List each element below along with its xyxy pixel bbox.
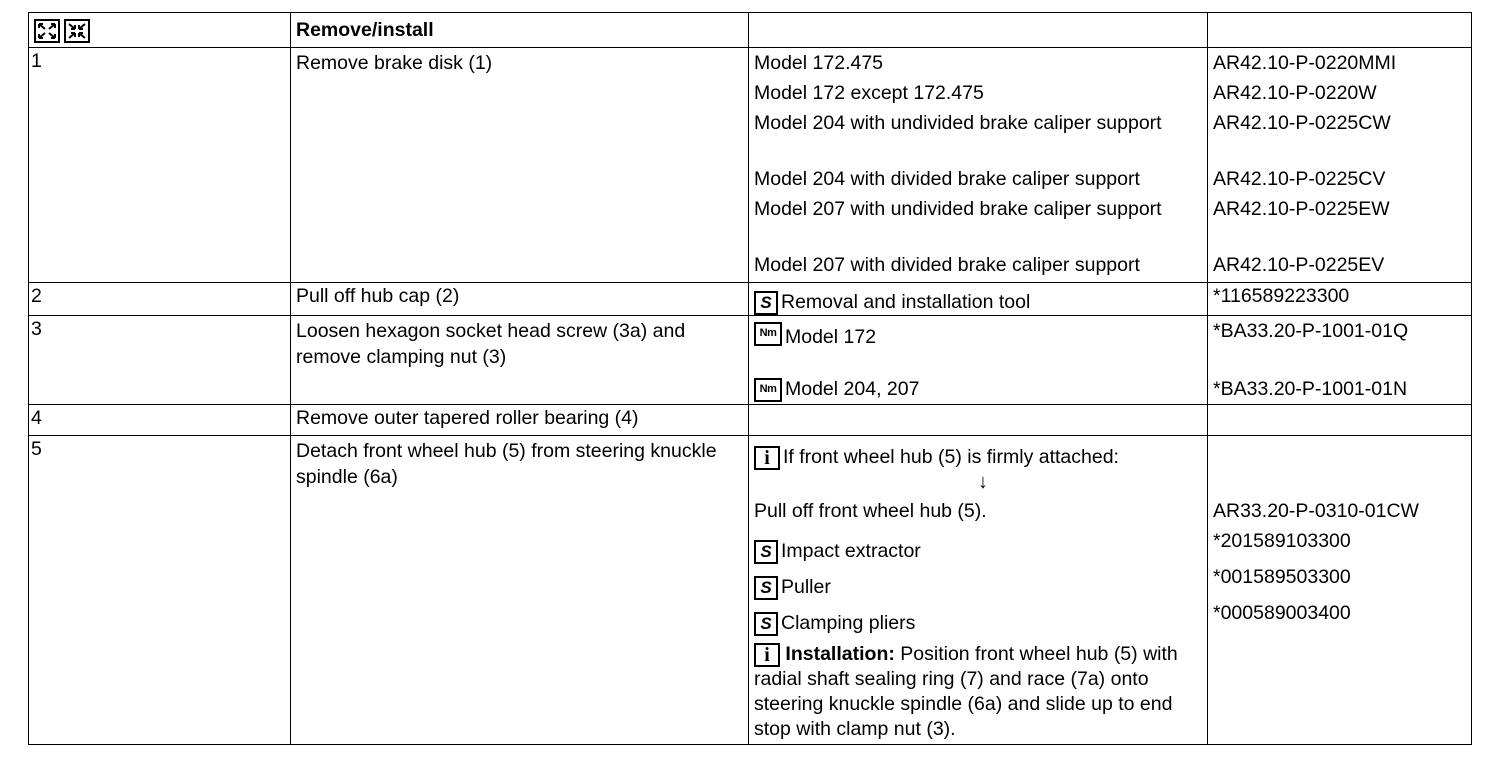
doc-link[interactable]: AR42.10-P-0225CV: [1213, 168, 1386, 190]
doc-link[interactable]: *BA33.20-P-1001-01Q: [1213, 320, 1409, 342]
step-description: Remove outer tapered roller bearing (4): [291, 405, 749, 436]
torque-cell: [749, 316, 1208, 405]
doc-link[interactable]: AR33.20-P-0310-01CW: [1213, 500, 1419, 522]
info-condition: If front wheel hub (5) is firmly attached:: [783, 446, 1119, 468]
empty-cell: [1208, 405, 1472, 436]
step-number: 3: [29, 316, 291, 405]
step-description: Pull off hub cap (2): [291, 283, 749, 316]
step-number: 4: [29, 405, 291, 436]
step-description: Loosen hexagon socket head screw (3a) and remove clamping nut (3): [291, 316, 749, 405]
doc-link[interactable]: AR42.10-P-0220W: [1213, 82, 1377, 104]
model-ref: Model 172.475: [754, 52, 884, 74]
header-empty-cell-3: [749, 13, 1208, 48]
collapse-icon[interactable]: [64, 19, 90, 43]
torque-codes: [1208, 316, 1472, 405]
header-empty-cell-4: [1208, 13, 1472, 48]
special-tool-icon: S: [754, 540, 778, 564]
expand-icon[interactable]: [34, 19, 60, 43]
torque-label: Model 204, 207: [785, 378, 920, 400]
step-number: 2: [29, 283, 291, 316]
tool-label: Impact extractor: [781, 540, 921, 562]
detail-cell: [749, 436, 1208, 745]
tool-line: [754, 564, 1202, 600]
table-header-row: [29, 13, 1472, 48]
table-row-2: [29, 283, 1472, 316]
info-icon: i: [754, 643, 780, 667]
doc-link[interactable]: AR42.10-P-0220MMI: [1213, 52, 1397, 74]
installation-note: [754, 636, 1202, 744]
model-list: [749, 48, 1208, 283]
info-icon: i: [754, 446, 780, 470]
torque-icon: Nm: [754, 378, 782, 402]
installation-label: Installation:: [785, 643, 895, 665]
installation-text: Position front wheel hub (5) with radial shaft sealing ring (7) and race (7a) onto steering knuckle spindle (6a) and slide up to end stop with clamp nut (3).: [754, 643, 1178, 740]
tool-number[interactable]: *201589103300: [1213, 530, 1351, 552]
arrow-down-icon: ↓: [978, 471, 988, 493]
table-row-4: [29, 405, 1472, 436]
torque-label: Model 172: [785, 326, 877, 348]
tool-number[interactable]: *116589223300: [1208, 283, 1472, 316]
tool-line: [754, 600, 1202, 636]
empty-cell: [749, 405, 1208, 436]
doc-link[interactable]: AR42.10-P-0225EV: [1213, 254, 1385, 276]
procedure-table: [28, 12, 1472, 745]
step-number: 1: [29, 48, 291, 283]
tool-cell: [749, 283, 1208, 316]
tool-label: Removal and installation tool: [781, 291, 1031, 313]
table-row-3: [29, 316, 1472, 405]
doc-link[interactable]: AR42.10-P-0225EW: [1213, 198, 1390, 220]
model-ref: Model 172 except 172.475: [754, 82, 984, 104]
step-description: Detach front wheel hub (5) from steering knuckle spindle (6a): [291, 436, 749, 745]
doc-link[interactable]: AR42.10-P-0225CW: [1213, 112, 1391, 134]
pull-off-instruction: Pull off front wheel hub (5).: [754, 500, 987, 522]
doc-link[interactable]: *BA33.20-P-1001-01N: [1213, 378, 1408, 400]
special-tool-icon: S: [754, 612, 778, 636]
detail-codes: [1208, 436, 1472, 745]
step-number: 5: [29, 436, 291, 745]
tool-line: [754, 528, 1202, 564]
header-title: Remove/install: [291, 13, 749, 48]
tool-number[interactable]: *000589003400: [1213, 602, 1351, 624]
special-tool-icon: S: [754, 576, 778, 600]
table-row-5: [29, 436, 1472, 745]
table-row-1: [29, 48, 1472, 283]
tool-label: Puller: [781, 576, 831, 598]
tool-number[interactable]: *001589503300: [1213, 566, 1351, 588]
spacer: [1213, 438, 1466, 496]
document-table-wrapper: [28, 12, 1471, 766]
code-list: [1208, 48, 1472, 283]
torque-icon: Nm: [754, 322, 782, 346]
header-icon-cell: [29, 13, 291, 48]
tool-label: Clamping pliers: [781, 612, 916, 634]
step-description: Remove brake disk (1): [291, 48, 749, 283]
model-ref: Model 207 with divided brake caliper support: [754, 254, 1140, 276]
model-ref: Model 207 with undivided brake caliper support: [754, 198, 1162, 220]
model-ref: Model 204 with undivided brake caliper support: [754, 112, 1162, 134]
model-ref: Model 204 with divided brake caliper support: [754, 168, 1140, 190]
special-tool-icon: S: [754, 291, 778, 315]
